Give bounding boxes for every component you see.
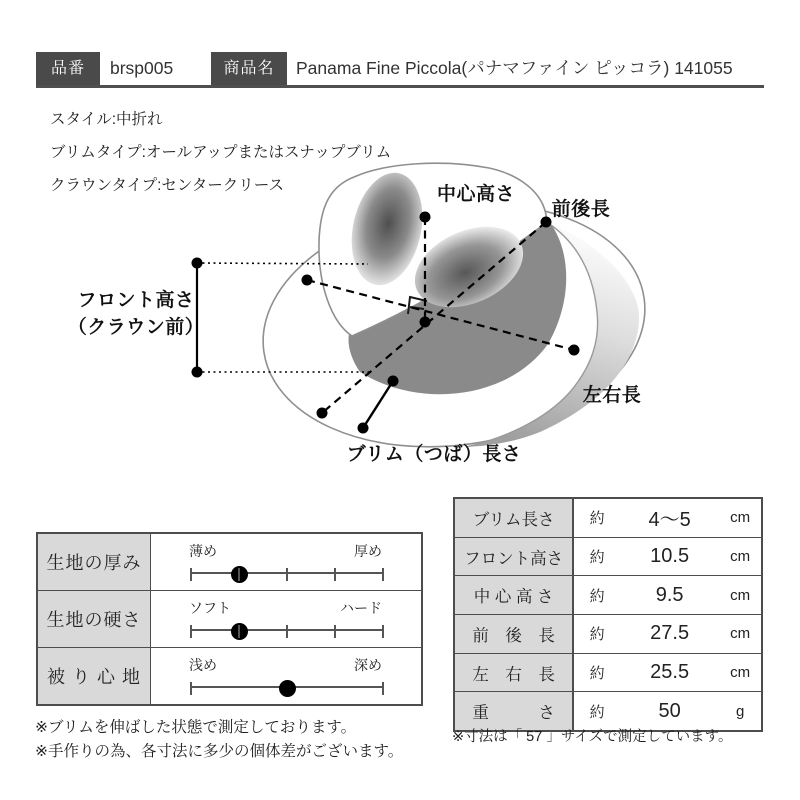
size-table [453, 497, 763, 732]
slider-track [191, 572, 383, 574]
item-number-value: brsp005 [110, 58, 174, 78]
attribute-label: 被 り 心 地 [38, 648, 151, 704]
attribute-table [36, 532, 423, 706]
spec-style: スタイル:中折れ [50, 111, 163, 128]
front-back-length-label: 前後長 [551, 199, 611, 220]
scale-min-label: 薄め [189, 543, 217, 559]
left-right-length-label: 左右長 [582, 385, 642, 406]
slider-track [191, 629, 383, 631]
notes-left [35, 716, 403, 764]
front-height-label: フロント高さ （クラウン前） [67, 290, 205, 338]
size-row-brim: ブリム長さ 約 4〜5 cm [455, 499, 761, 537]
size-row-weight: 重 さ 約 50 g [455, 691, 761, 730]
scale-max-label: 厚め [354, 543, 382, 559]
scale-min-label: ソフト [189, 600, 231, 616]
note-brim-measure: ※ブリムを伸ばした状態で測定しております。 [35, 719, 357, 736]
brim-length-label: ブリム（つば）長さ [346, 444, 522, 465]
scale-min-label: 浅め [189, 657, 217, 673]
attribute-row-stiffness [38, 590, 421, 647]
attribute-label: 生地の厚み [38, 534, 151, 590]
slider-track [191, 686, 383, 688]
product-name-value: Panama Fine Piccola(パナマファイン ピッコラ) 141055 [296, 58, 733, 78]
product-name-tag: 商品名 [211, 52, 287, 85]
note-size-basis: ※寸法は「 57 」サイズで測定しています。 [452, 729, 733, 745]
spec-brim-type: ブリムタイプ:オールアップまたはスナップブリム [50, 144, 392, 161]
attribute-row-fit [38, 647, 421, 704]
size-row-left-right: 左 右 長 約 25.5 cm [455, 653, 761, 692]
center-height-label: 中心高さ [436, 184, 516, 205]
size-row-front-height: フロント高さ 約 10.5 cm [455, 537, 761, 576]
size-row-front-back: 前 後 長 約 27.5 cm [455, 614, 761, 653]
slider-dot [279, 680, 296, 697]
note-handmade: ※手作りの為、各寸法に多少の個体差がございます。 [35, 743, 404, 760]
spec-crown-type: クラウンタイプ:センタークリース [50, 177, 285, 194]
attribute-row-thickness [38, 534, 421, 590]
scale-max-label: 深め [354, 657, 382, 673]
item-number-tag: 品番 [36, 52, 100, 85]
attribute-label: 生地の硬さ [38, 591, 151, 647]
scale-max-label: ハード [340, 600, 382, 616]
size-row-center-height: 中 心 高 さ 約 9.5 cm [455, 575, 761, 614]
